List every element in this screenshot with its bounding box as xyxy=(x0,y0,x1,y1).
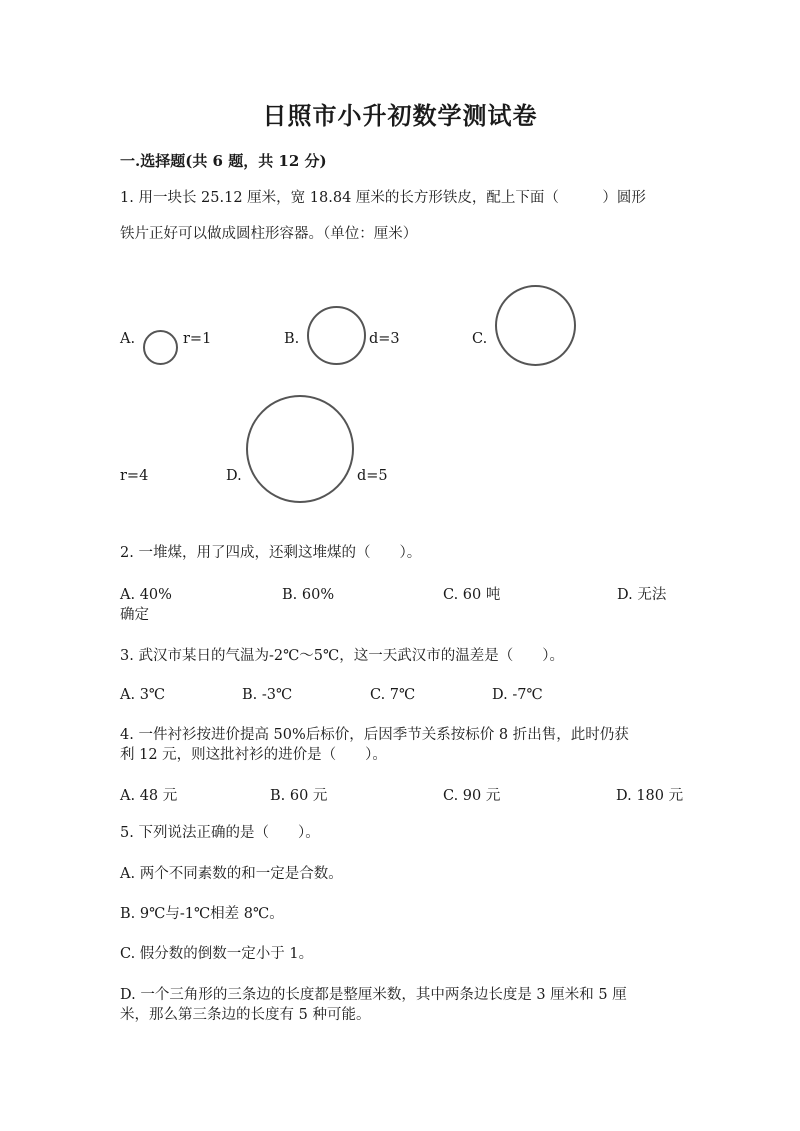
q4-stem-line2: 利 12 元，则这批衬衫的进价是（ ）。 xyxy=(120,747,387,763)
q1-option-b-circle xyxy=(307,306,366,365)
q3-option-c[interactable]: C. 7℃ xyxy=(370,687,416,703)
q2-option-d-line2[interactable]: 确定 xyxy=(120,607,149,623)
q5-option-d-line1[interactable]: D. 一个三角形的三条边的长度都是整厘米数，其中两条边长度是 3 厘米和 5 厘 xyxy=(120,987,627,1003)
q1-option-a-circle xyxy=(143,330,178,365)
q1-option-d-circle xyxy=(246,395,354,503)
q1-option-a-label[interactable]: A. xyxy=(120,331,136,347)
q4-option-c[interactable]: C. 90 元 xyxy=(443,788,501,804)
q3-stem: 3. 武汉市某日的气温为-2℃～5℃，这一天武汉市的温差是（ ）。 xyxy=(120,648,564,664)
q5-option-a[interactable]: A. 两个不同素数的和一定是合数。 xyxy=(120,866,343,882)
q1-option-c-note: r=4 xyxy=(120,468,149,484)
section-heading: 一.选择题(共 6 题，共 12 分) xyxy=(120,152,327,170)
q1-option-b-note: d=3 xyxy=(369,331,400,347)
page-title: 日照市小升初数学测试卷 xyxy=(262,101,538,130)
q1-stem-line2: 铁片正好可以做成圆柱形容器。（单位：厘米） xyxy=(120,226,418,242)
q1-option-a-note: r=1 xyxy=(183,331,212,347)
q1-option-d-note: d=5 xyxy=(357,468,388,484)
q4-option-b[interactable]: B. 60 元 xyxy=(270,788,328,804)
q3-option-b[interactable]: B. -3℃ xyxy=(242,687,293,703)
q2-option-b[interactable]: B. 60% xyxy=(282,587,335,603)
q1-option-c-label[interactable]: C. xyxy=(472,331,488,347)
q2-option-d-line1[interactable]: D. 无法 xyxy=(617,587,667,603)
q3-option-d[interactable]: D. -7℃ xyxy=(492,687,543,703)
q1-option-d-label[interactable]: D. xyxy=(226,468,242,484)
q2-option-c[interactable]: C. 60 吨 xyxy=(443,587,501,603)
q5-option-b[interactable]: B. 9℃与-1℃相差 8℃。 xyxy=(120,906,284,922)
q2-option-a[interactable]: A. 40% xyxy=(120,587,172,603)
q1-option-c-circle xyxy=(495,285,576,366)
q4-option-d[interactable]: D. 180 元 xyxy=(616,788,684,804)
q3-option-a[interactable]: A. 3℃ xyxy=(120,687,166,703)
q4-stem-line1: 4. 一件衬衫按进价提高 50%后标价，后因季节关系按标价 8 折出售，此时仍获 xyxy=(120,727,629,743)
q5-stem: 5. 下列说法正确的是（ ）。 xyxy=(120,825,320,841)
q1-stem-line1: 1. 用一块长 25.12 厘米，宽 18.84 厘米的长方形铁皮，配上下面（ ）圆形 xyxy=(120,190,646,206)
q2-stem: 2. 一堆煤，用了四成，还剩这堆煤的（ ）。 xyxy=(120,545,422,561)
q5-option-c[interactable]: C. 假分数的倒数一定小于 1。 xyxy=(120,946,314,962)
q4-option-a[interactable]: A. 48 元 xyxy=(120,788,178,804)
q5-option-d-line2[interactable]: 米，那么第三条边的长度有 5 种可能。 xyxy=(120,1007,371,1023)
q1-option-b-label[interactable]: B. xyxy=(284,331,300,347)
